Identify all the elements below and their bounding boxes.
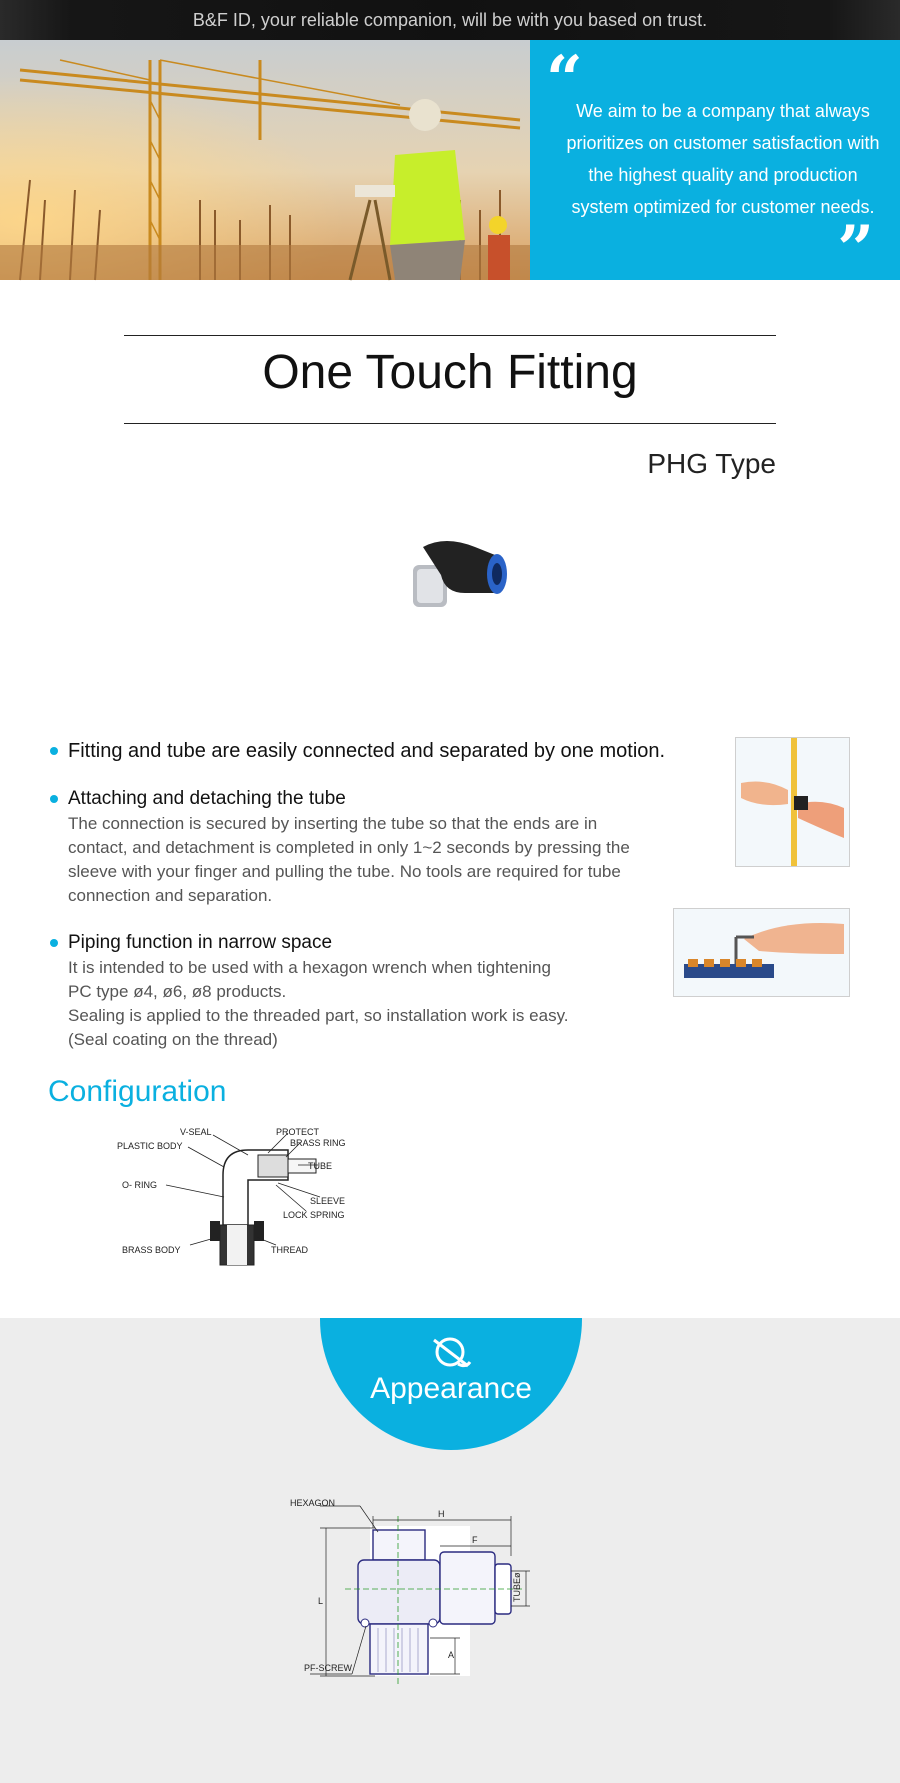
appearance-heading: Appearance (370, 1372, 532, 1405)
page-title: One Touch Fitting (262, 346, 638, 399)
company-logo-icon (428, 1332, 474, 1372)
hero-banner (0, 40, 900, 287)
h-dimension-label: H (438, 1509, 445, 1519)
feature-item (48, 930, 688, 1052)
construction-scene-image (0, 40, 530, 280)
dimension-diagram (290, 1496, 600, 1696)
lock-spring-label: LOCK SPRING (283, 1210, 345, 1220)
feature-description-line: (Seal coating on the thread) (68, 1030, 278, 1049)
hex-wrench-photo (673, 908, 850, 997)
feature-list (48, 738, 688, 1074)
mission-quote-text: We aim to be a company that always prioritizes on customer satisfaction with the highest quality and production system optimized for customer needs. (566, 101, 880, 217)
title-divider-top (124, 335, 776, 336)
v-seal-label: V-SEAL (180, 1127, 212, 1137)
feature-description-line: It is intended to be used with a hexagon wrench when tightening (68, 958, 551, 977)
bullet-icon (50, 939, 58, 947)
feature-item (48, 738, 688, 764)
feature-title: Attaching and detaching the tube (68, 788, 346, 809)
feature-description-line: PC type ø4, ø6, ø8 products. (68, 982, 287, 1001)
hands-tube-image (736, 738, 849, 866)
title-divider-bottom (124, 423, 776, 424)
tube-label: TUBE (308, 1161, 333, 1171)
appearance-badge (320, 1318, 582, 1450)
feature-item (48, 786, 668, 908)
tube-insertion-photo (735, 737, 850, 867)
product-image (405, 535, 525, 615)
tagline-text: B&F ID, your reliable companion, will be with you based on trust. (192, 10, 708, 30)
mission-quote-panel (530, 40, 900, 287)
feature-title: Fitting and tube are easily connected and separated by one motion. (68, 740, 666, 762)
close-quote-icon: ” (837, 212, 874, 287)
feature-description: The connection is secured by inserting the tube so that the ends are in contact, and detachment is completed in only 1~2 seconds by pressing the sleeve with your finger and pulling the tube. No tools are required for tube connection and separation. (68, 814, 630, 905)
bullet-icon (50, 795, 58, 803)
configuration-heading: Configuration (48, 1075, 227, 1108)
brass-ring-label: BRASS RING (290, 1138, 346, 1148)
sleeve-label: SLEEVE (310, 1196, 346, 1206)
top-tagline-bar (0, 0, 900, 40)
appearance-section (0, 1318, 900, 1783)
pf-screw-label: PF-SCREW (304, 1663, 352, 1673)
hand-wrench-image (674, 909, 849, 996)
tube-diameter-label: TUBEø (512, 1572, 522, 1602)
bullet-icon (50, 747, 58, 755)
a-dimension-label: A (448, 1650, 455, 1660)
elbow-fitting-image (405, 535, 525, 615)
o-ring-label: O- RING (122, 1180, 157, 1190)
protect-label: PROTECT (276, 1127, 320, 1137)
brass-body-label: BRASS BODY (122, 1245, 181, 1255)
f-dimension-label: F (472, 1535, 478, 1545)
product-type-label: PHG Type (647, 448, 776, 479)
hexagon-label: HEXAGON (290, 1498, 336, 1508)
l-dimension-label: L (318, 1596, 324, 1606)
cross-section-diagram (117, 1125, 408, 1275)
feature-description-line: Sealing is applied to the threaded part, so installation work is easy. (68, 1006, 569, 1025)
open-quote-icon: “ (546, 42, 583, 117)
construction-photo (0, 40, 530, 280)
feature-title: Piping function in narrow space (68, 932, 333, 953)
dimension-drawing (290, 1496, 600, 1696)
configuration-diagram (117, 1125, 408, 1275)
thread-label: THREAD (271, 1245, 309, 1255)
plastic-body-label: PLASTIC BODY (117, 1141, 183, 1151)
